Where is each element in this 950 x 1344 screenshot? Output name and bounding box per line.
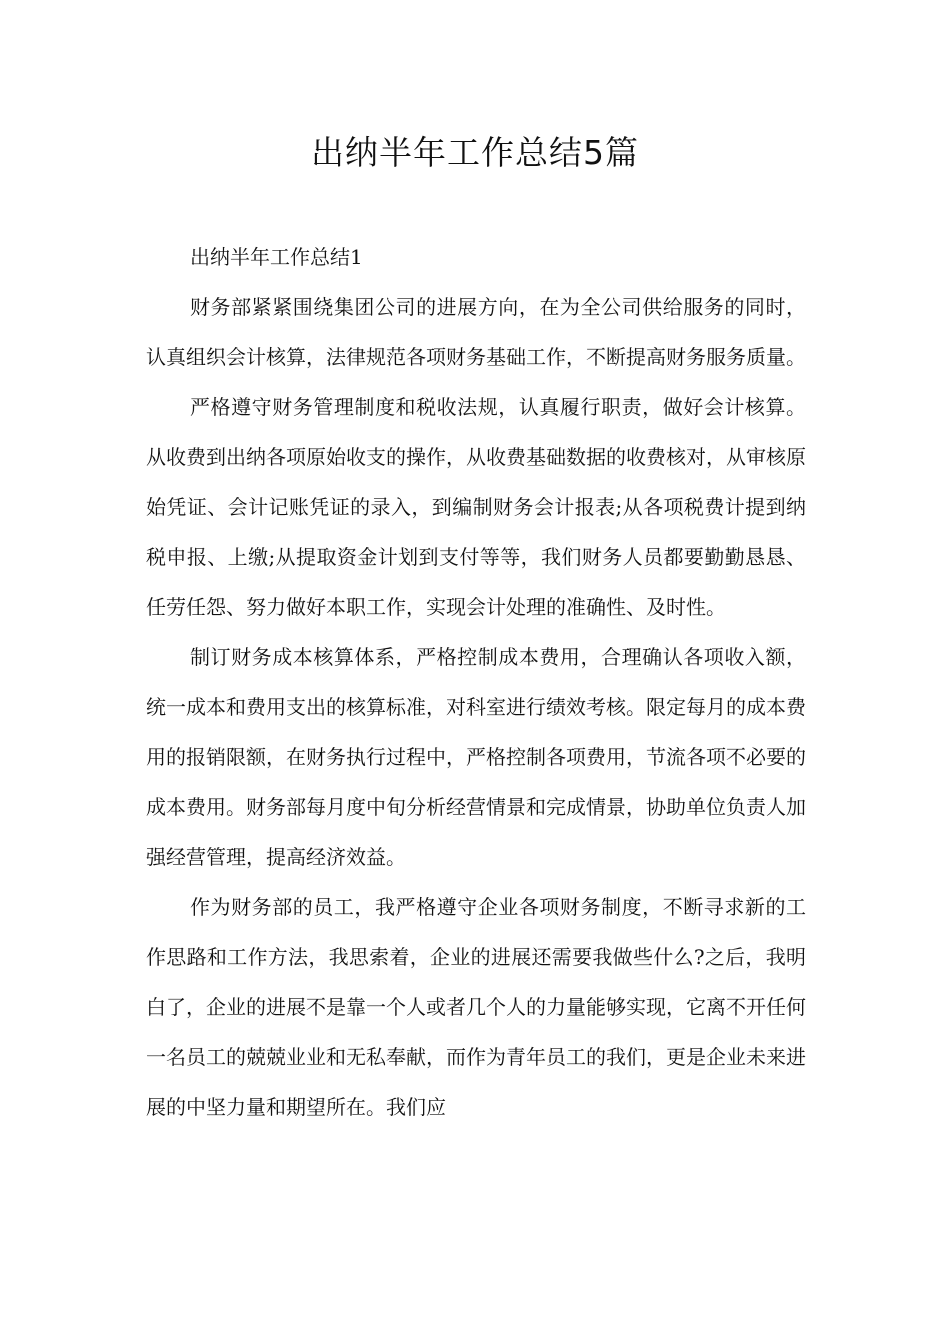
paragraph: 制订财务成本核算体系，严格控制成本费用，合理确认各项收入额，统一成本和费用支出的核算标准，对科室进行绩效考核。限定每月的成本费用的报销限额，在财务执行过程中，严格控制各项费用，节流各项不必要的成本费用。财务部每月度中旬分析经营情景和完成情景，协助单位负责人加强经营管理，提高经济效益。 — [146, 645, 806, 869]
paragraph: 财务部紧紧围绕集团公司的进展方向，在为全公司供给服务的同时，认真组织会计核算，法律规范各项财务基础工作，不断提高财务服务质量。 — [146, 295, 806, 369]
paragraph: 严格遵守财务管理制度和税收法规，认真履行职责，做好会计核算。从收费到出纳各项原始收支的操作，从收费基础数据的收费核对，从审核原始凭证、会计记账凭证的录入，到编制财务会计报表;从各项税费计提到纳税申报、上缴;从提取资金计划到支付等等，我们财务人员都要勤勤恳恳、任劳任怨、努力做好本职工作，实现会计处理的准确性、及时性。 — [146, 395, 806, 619]
section-heading: 出纳半年工作总结1 — [190, 245, 363, 269]
paragraph: 作为财务部的员工，我严格遵守企业各项财务制度，不断寻求新的工作思路和工作方法，我思索着，企业的进展还需要我做些什么?之后，我明白了，企业的进展不是靠一个人或者几个人的力量能够实现，它离不开任何一名员工的兢兢业业和无私奉献，而作为青年员工的我们，更是企业未来进展的中坚力量和期望所在。我们应 — [146, 895, 806, 1119]
document-title: 出纳半年工作总结5篇 — [311, 133, 639, 172]
document-body — [146, 232, 806, 1132]
